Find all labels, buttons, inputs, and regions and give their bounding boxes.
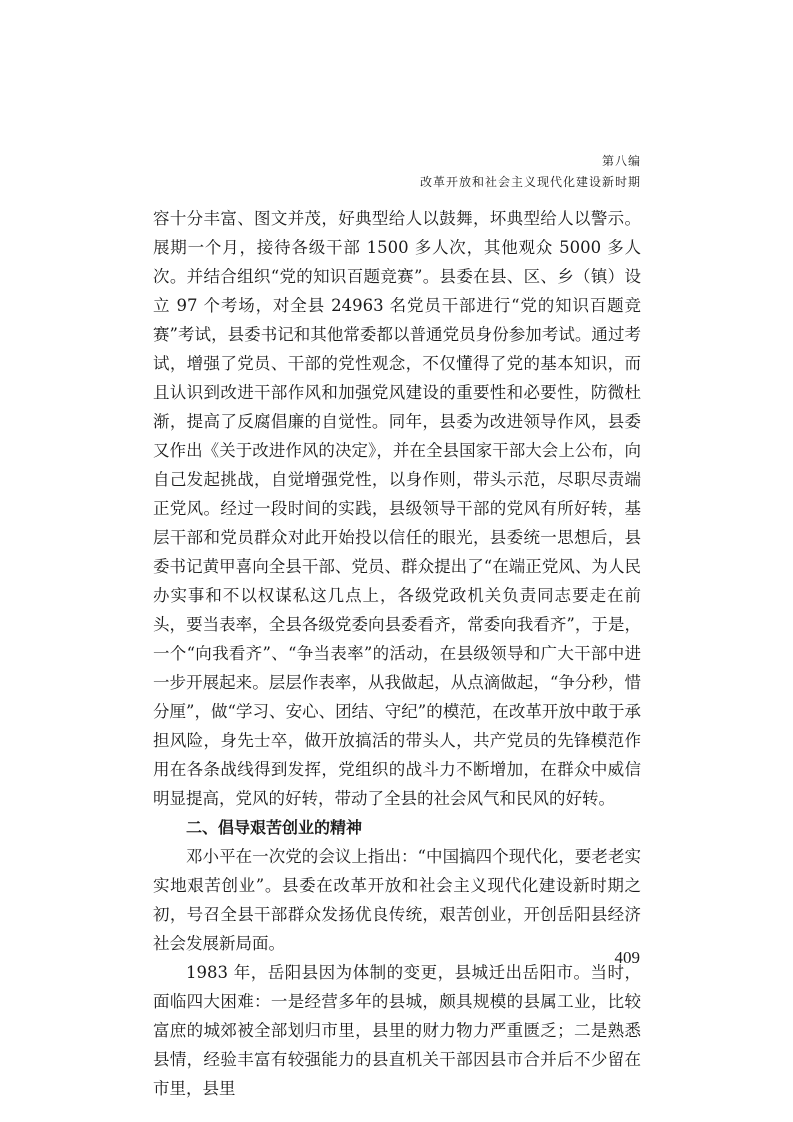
section-heading: 二、倡导艰苦创业的精神 [186,818,363,837]
paragraph-continuation: 容十分丰富、图文并茂，好典型给人以鼓舞，坏典型给人以警示。展期一个月，接待各级干部 1500 多人次，其他观众 5000 多人次。并结合组织“党的知识百题竞赛”。县委在县、区、乡（镇）设立 97 个考场，对全县 24963 名党员干部进行“党的知识百题竞赛”考试，县委书记和其他常委都以普通党员身份参加考试。通过考试，增强了党员、干部的党性观念，不仅懂得了党的基本知识，而且认识到改进干部作风和加强党风建设的重要性和必要性，防微杜渐，提高了反腐倡廉的自觉性。同年，县委为改进领导作风，县委又作出《关于改进作风的决定》，并在全县国家干部大会上公布，向自己发起挑战，自觉增强党性，以身作则，带头示范，尽职尽责端正党风。经过一段时间的实践，县级领导干部的党风有所好转，基层干部和党员群众对此开始投以信任的眼光，县委统一思想后，县委书记黄甲喜向全县干部、党员、群众提出了“在端正党风、为人民办实事和不以权谋私这几点上，各级党政机关负责同志要走在前头，要当表率，全县各级党委向县委看齐，常委向我看齐”，于是，一个“向我看齐”、“争当表率”的活动，在县级领导和广大干部中进一步开展起来。层层作表率，从我做起，从点滴做起，“争分秒，惜分厘”，做“学习、安心、团结、守纪”的模范，在改革开放中敢于承担风险，身先士卒，做开放搞活的带头人，共产党员的先锋模范作用在各条战线得到发挥，党组织的战斗力不断增加，在群众中威信明显提高，党风的好转，带动了全县的社会风气和民风的好转。 [153,209,641,808]
body-text [153,204,641,1103]
running-header [420,151,641,193]
paragraph-1983: 1983 年，岳阳县因为体制的变更，县城迁出岳阳市。当时，面临四大困难：一是经营多年的县城，颇具规模的县属工业，比较富庶的城郊被全部划归市里，县里的财力物力严重匮乏；二是熟悉县情，经验丰富有较强能力的县直机关干部因县市合并后不少留在市里，县里 [153,963,641,1098]
paragraph-deng-xiaoping-quote: 邓小平在一次党的会议上指出：“中国搞四个现代化，要老老实实地艰苦创业”。县委在改革开放和社会主义现代化建设新时期之初，号召全县干部群众发扬优良传统，艰苦创业，开创岳阳县经济社会发展新局面。 [153,847,641,953]
header-part: 第八编 [601,154,641,168]
page-number: 409 [614,948,640,967]
header-title: 改革开放和社会主义现代化建设新时期 [419,175,641,189]
